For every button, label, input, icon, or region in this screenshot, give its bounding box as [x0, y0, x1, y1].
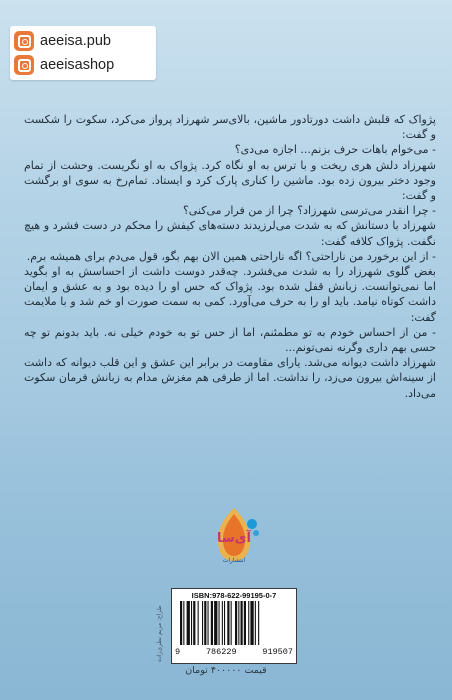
barcode-bar: [180, 601, 182, 645]
isbn-text: ISBN:978-622-99195-0-7: [191, 591, 277, 600]
barcode-bar: [191, 601, 192, 645]
barcode-bars: [180, 601, 288, 645]
barcode-bar: [231, 601, 232, 645]
barcode-bar: [250, 601, 253, 645]
barcode-bar: [183, 601, 184, 645]
story-paragraph: شهرزاد داشت دیوانه می‌شد. یارای مقاومت در برابر این عشق و این قلب دیوانه که داشت از سینه‌اش بیرون می‌زد، را نداشت. اما از طرفی هم مغزش مدام به زبانش فرمان سکوت می‌داد.: [24, 356, 436, 400]
story-paragraph: پژواک که قلبش داشت دورتادور ماشین، بالای‌سر شهرزاد پرواز می‌کرد، سکوت را شکست و گفت:: [24, 113, 436, 142]
publisher-logo: [198, 502, 270, 574]
barcode-bar: [187, 601, 190, 645]
publisher-logo-text: آی‌سا: [216, 531, 252, 546]
barcode-bar: [211, 601, 213, 645]
social-links-panel: [10, 26, 156, 80]
story-paragraph: شهرزاد با دستانش که به شدت می‌لرزیدند دسته‌های کیفش را محکم در دست فشرد و هیچ نگفت. پژواک کلافه گفت:: [24, 219, 436, 248]
story-paragraph: بغض گلوی شهرزاد را به شدت می‌فشرد. چه‌قدر دوست داشت از احساسش به او بگوید اما نمی‌توانست. زبانش قفل شده بود. پژواک که حس او را دیده بود و به عشق و ایمان داشت کوتاه نیامد. باید او را به حرف می‌آورد. کمی به سمت صورت او خم شد و با ملایمت گفت:: [24, 265, 436, 324]
barcode-bar: [214, 601, 217, 645]
instagram-icon: [14, 55, 34, 75]
barcode-digits: [175, 647, 293, 657]
story-paragraph: - می‌خوام باهات حرف بزنم... اجازه می‌دی؟: [234, 143, 436, 157]
barcode-bar: [202, 601, 203, 645]
social-handle-shop: aeeisashop: [40, 57, 115, 73]
barcode-left-digits: 786229: [205, 647, 237, 657]
barcode-label: [171, 588, 297, 664]
barcode-bar: [193, 601, 195, 645]
price-label: قیمت ۴۰۰۰۰۰ تومان: [185, 665, 267, 676]
story-paragraph: شهرزاد دلش هری ریخت و با ترس به او نگاه کرد. پژواک به او نگریست. وحشت از تمام وجود دختر بیرون زده بود. ماشین را کناری پارک کرد و ایستاد. تمام‌رخ به سوی او برگشت و گفت:: [24, 158, 436, 203]
barcode-bar: [219, 601, 220, 645]
social-link-pub: [14, 29, 152, 53]
barcode-bar: [235, 601, 237, 645]
publisher-logo-subtext: انتشارات: [222, 557, 246, 564]
barcode-bar: [238, 601, 239, 645]
barcode-bar: [255, 601, 256, 645]
barcode-bar: [241, 601, 243, 645]
barcode-bar: [248, 601, 249, 645]
story-excerpt: [24, 112, 436, 482]
barcode-bar: [204, 601, 206, 645]
story-paragraph: - من از احساس خودم به تو مطمئنم، اما از حس تو به خودم خیلی نه. باید بدونم تو چه حسی بهم داری وگرنه نمی‌تونم...: [24, 325, 436, 355]
social-handle-pub: aeeisa.pub: [40, 33, 111, 49]
barcode-bar: [208, 601, 209, 645]
designer-credit: طراح: مریم نظری‌زاده: [156, 605, 163, 662]
barcode-bar: [258, 601, 259, 645]
story-paragraph: - از این برخورد من ناراحتی؟ اگه ناراحتی همین الان بهم بگو، قول می‌دم برای همیشه برم.: [26, 249, 436, 263]
barcode-bar: [222, 601, 223, 645]
barcode-bar: [198, 601, 199, 645]
barcode-bar: [224, 601, 225, 645]
barcode-right-digits: 919507: [262, 647, 293, 657]
barcode-bar: [244, 601, 246, 645]
instagram-icon: [14, 31, 34, 51]
story-paragraph: - چرا انقدر می‌ترسی شهرزاد؟ چرا از من فرار می‌کنی؟: [182, 204, 436, 218]
barcode-bar: [227, 601, 229, 645]
social-link-shop: [14, 53, 152, 77]
barcode-lead-digit: 9: [175, 647, 181, 657]
